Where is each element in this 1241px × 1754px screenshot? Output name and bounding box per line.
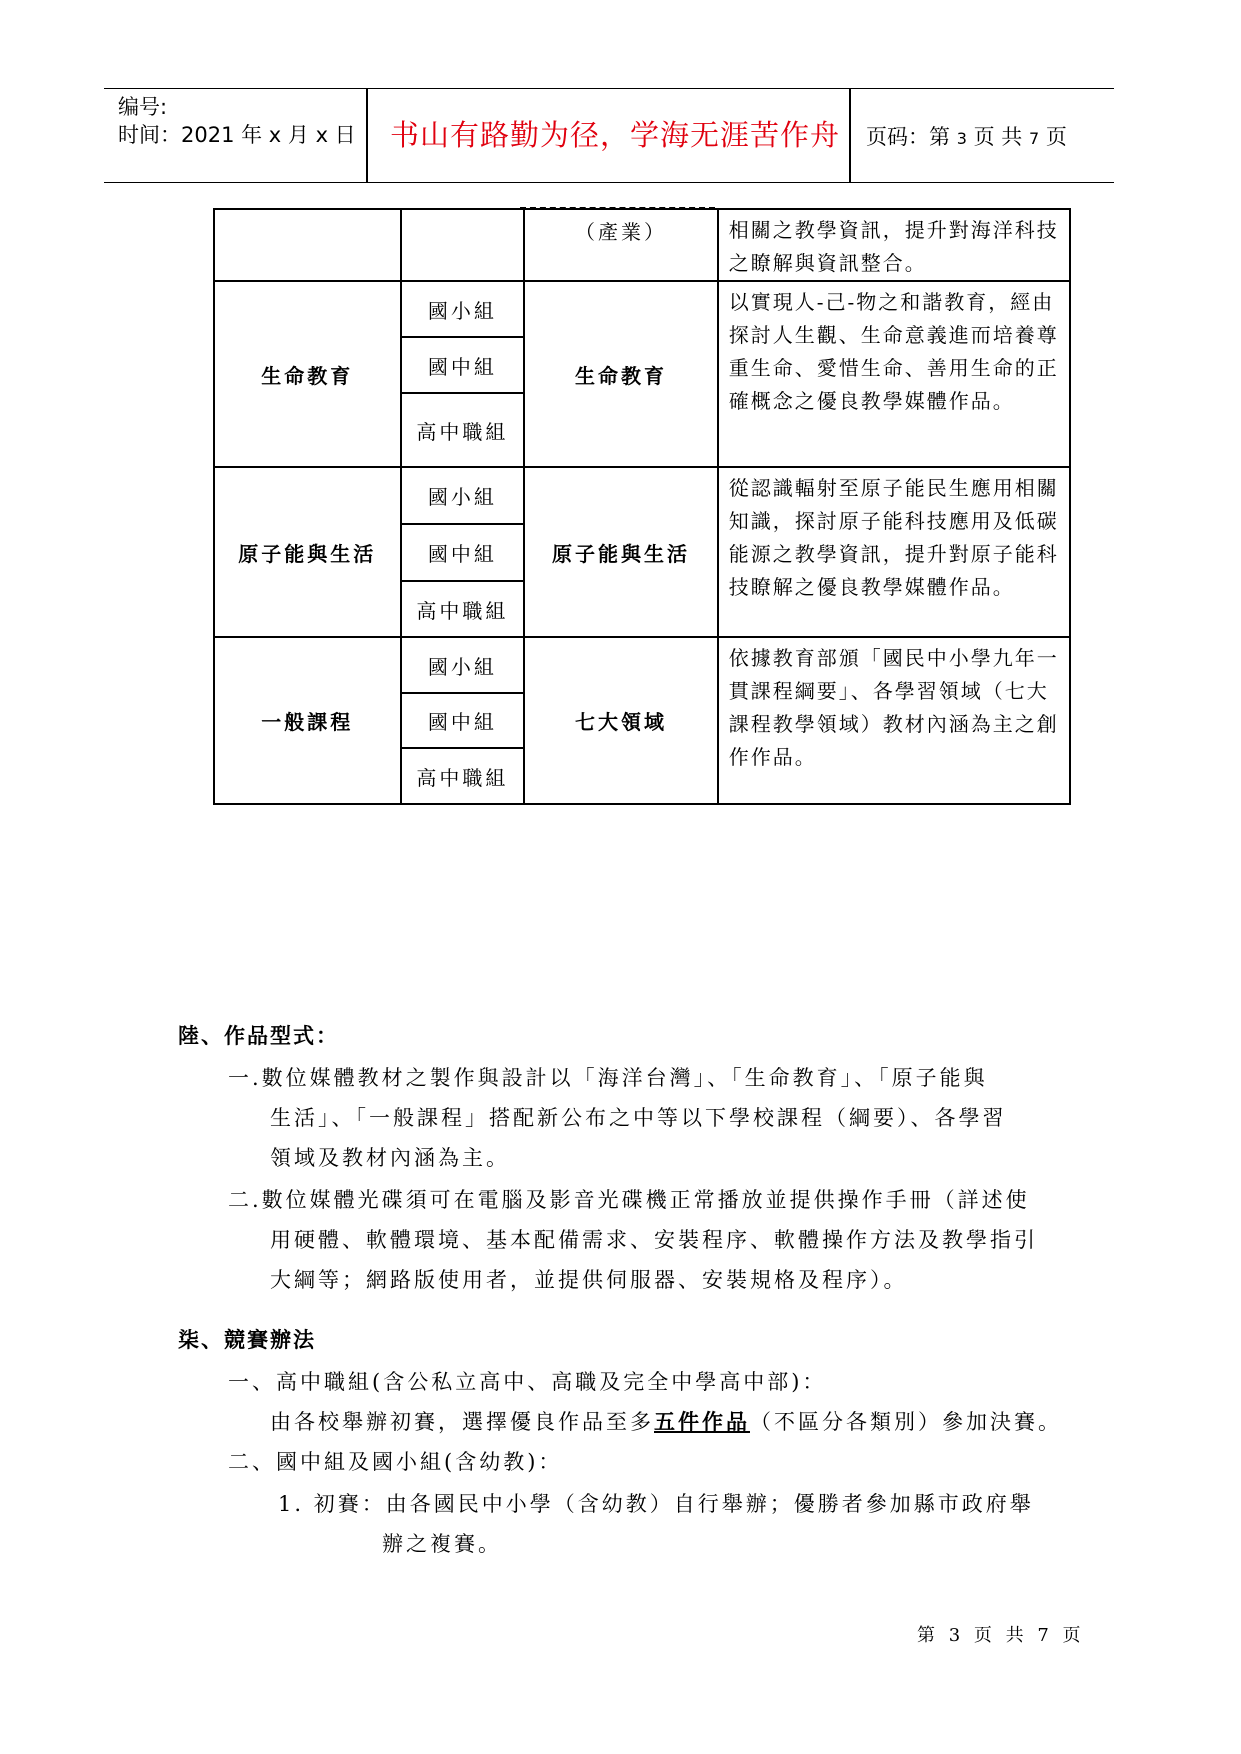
page-header [104, 88, 1114, 183]
category-table [213, 208, 1071, 805]
paragraph-line: 一、高中職組(含公私立高中、高職及完全中學高中部)： [228, 1370, 827, 1394]
table-cell-field: 生命教育 [524, 281, 718, 467]
header-meta [118, 93, 356, 149]
paragraph-line: 用硬體、軟體環境、基本配備需求、安裝程序、軟體操作方法及教學指引 [270, 1228, 1038, 1252]
table-cell-category: 生命教育 [214, 281, 401, 467]
table-cell-group: 國中組 [401, 693, 525, 748]
table-row [214, 209, 1070, 281]
paragraph-line: 辦之複賽。 [382, 1532, 502, 1556]
table-cell-category: 原子能與生活 [214, 467, 401, 637]
paragraph-line: 由各校舉辦初賽，選擇優良作品至多五件作品（不區分各類別）參加決賽。 [270, 1410, 1062, 1434]
table-cell-group: 國小組 [401, 281, 525, 337]
table-cell-group: 國小組 [401, 467, 525, 524]
table-cell-desc: 依據教育部頒「國民中小學九年一貫課程綱要」、各學習領域（七大課程教學領域）教材內涵為主之創作作品。 [718, 637, 1070, 804]
header-divider [366, 89, 368, 182]
paragraph-line: 領域及教材內涵為主。 [270, 1146, 510, 1170]
table-cell-group: 國中組 [401, 337, 525, 393]
header-motto: 书山有路勤为径，学海无涯苦作舟 [390, 118, 841, 152]
emphasis-text: 五件作品 [654, 1410, 750, 1434]
section-heading: 柒、競賽辦法 [178, 1328, 316, 1352]
table-row [214, 281, 1070, 337]
paragraph-line: 1. 初賽：由各國民中小學（含幼教）自行舉辦；優勝者參加縣市政府舉 [278, 1492, 1034, 1516]
table-cell-desc: 以實現人-己-物之和諧教育，經由探討人生觀、生命意義進而培養尊重生命、愛惜生命、善用生命的正確概念之優良教學媒體作品。 [718, 281, 1070, 467]
serial-label: 编号: [118, 95, 168, 119]
table-cell-group: 高中職組 [401, 581, 525, 637]
header-divider [849, 89, 851, 182]
table-cell [401, 209, 525, 281]
table-cell-field: 七大領域 [524, 637, 718, 804]
table-row [214, 467, 1070, 524]
paragraph-line: 大綱等；網路版使用者，並提供伺服器、安裝規格及程序）。 [270, 1268, 908, 1292]
table-cell-category: 一般課程 [214, 637, 401, 804]
table-cell-group: 國中組 [401, 524, 525, 581]
page-footer: 第 3 页 共 7 页 [917, 1625, 1085, 1646]
paragraph-line: 二.數位媒體光碟須可在電腦及影音光碟機正常播放並提供操作手冊（詳述使 [228, 1188, 1030, 1212]
table-cell-desc: 相關之教學資訊，提升對海洋科技之瞭解與資訊整合。 [718, 209, 1070, 281]
table-cell-field: 原子能與生活 [524, 467, 718, 637]
table-cell-group: 高中職組 [401, 748, 525, 804]
section-heading: 陸、作品型式： [178, 1024, 339, 1048]
table-cell-field: （產業） [524, 209, 718, 281]
paragraph-line: 生活」、「一般課程」搭配新公布之中等以下學校課程（綱要）、各學習 [270, 1106, 1007, 1130]
table-cell-group: 高中職組 [401, 393, 525, 467]
header-page-number: 页码：第 3 页 共 7 页 [866, 125, 1067, 149]
table-cell-group: 國小組 [401, 637, 525, 693]
paragraph-line: 一.數位媒體教材之製作與設計以「海洋台灣」、「生命教育」、「原子能與 [228, 1066, 988, 1090]
table-cell [214, 209, 401, 281]
paragraph-line: 二、國中組及國小組(含幼教)： [228, 1450, 563, 1474]
table-row [214, 637, 1070, 693]
table-cell-desc: 從認識輻射至原子能民生應用相關知識，探討原子能科技應用及低碳能源之教學資訊，提升對原子能科技瞭解之優良教學媒體作品。 [718, 467, 1070, 637]
time-label: 时间：2021 年 x 月 x 日 [118, 123, 356, 147]
